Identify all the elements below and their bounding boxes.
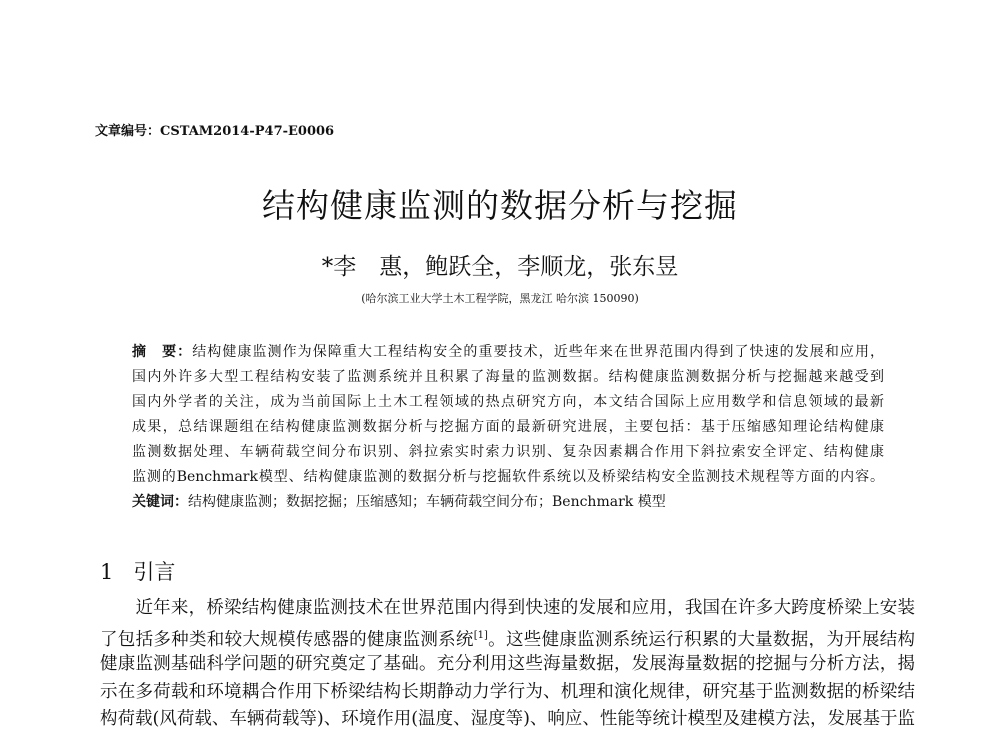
body-line: 构荷载(风荷载、车辆荷载等)、环境作用(温度、湿度等)、响应、性能等统计模型及建模方法，发展基于监 <box>100 709 915 729</box>
body-line: 健康监测基础科学问题的研究奠定了基础。充分利用这些海量数据，发展海量数据的挖掘与分析方法，揭 <box>100 654 915 674</box>
body-text-span: 了包括多种类和较大规模传感器的健康监测系统 <box>100 629 474 648</box>
authors: *李 惠，鲍跃全，李顺龙，张东昱 <box>321 254 679 280</box>
keywords-label: 关键词： <box>132 494 188 510</box>
section-title: 引言 <box>133 560 176 584</box>
section-heading <box>100 556 175 586</box>
abstract-line <box>132 342 884 362</box>
abstract-line: 成果，总结课题组在结构健康监测数据分析与挖掘方面的最新研究进展，主要包括：基于压缩感知理论结构健康 <box>132 419 884 435</box>
body-line: 近年来，桥梁结构健康监测技术在世界范围内得到快速的发展和应用，我国在许多大跨度桥梁上安装 <box>100 598 915 618</box>
paper-title: 结构健康监测的数据分析与挖掘 <box>262 186 738 225</box>
abstract-line: 监测数据处理、车辆荷载空间分布识别、斜拉索实时索力识别、复杂因素耦合作用下斜拉索安全评定、结构健康 <box>132 444 884 460</box>
body-line <box>100 624 915 648</box>
abstract-line: 国内外学者的关注，成为当前国际上土木工程领域的热点研究方向，本文结合国际上应用数学和信息领域的最新 <box>132 394 884 410</box>
abstract-line: 监测的Benchmark模型、结构健康监测的数据分析与挖掘软件系统以及桥梁结构安全监测技术规程等方面的内容。 <box>132 469 884 485</box>
citation[interactable]: [1] <box>473 630 488 641</box>
article-number: 文章编号：CSTAM2014-P47-E0006 <box>95 124 335 139</box>
body-text-span: 。这些健康监测系统运行积累的大量数据，为开展结构 <box>487 629 915 648</box>
body-line: 示在多荷载和环境耦合作用下桥梁结构长期静动力学行为、机理和演化规律，研究基于监测数据的桥梁结 <box>100 682 915 702</box>
section-number: 1 <box>100 560 114 584</box>
abstract-line: 国内外许多大型工程结构安装了监测系统并且积累了海量的监测数据。结构健康监测数据分析与挖掘越来越受到 <box>132 369 884 385</box>
abstract-label: 摘 要： <box>132 344 193 360</box>
keywords <box>132 492 884 512</box>
keywords-text: 结构健康监测；数据挖掘；压缩感知；车辆荷载空间分布；Benchmark 模型 <box>188 494 666 510</box>
abstract-text: 结构健康监测作为保障重大工程结构安全的重要技术，近些年来在世界范围内得到了快速的发展和应用， <box>192 344 884 360</box>
affiliation: (哈尔滨工业大学土木工程学院，黑龙江 哈尔滨 150090) <box>361 292 639 305</box>
